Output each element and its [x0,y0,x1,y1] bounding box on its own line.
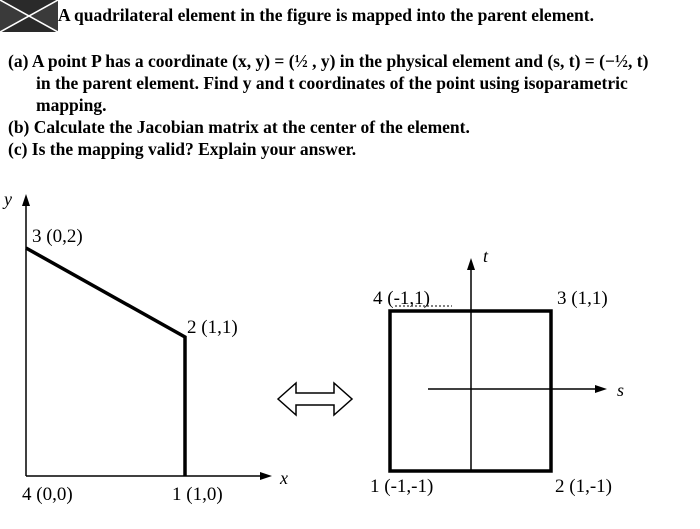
part-c: (c) Is the mapping valid? Explain your answer. [8,139,357,159]
physical-y-axis-label: y [4,189,12,209]
physical-y-axis-arrowhead [22,194,30,206]
parent-node-1-label: 1 (-1,-1) [370,476,434,497]
parent-node-4-label: 4 (-1,1) [373,288,430,309]
parent-s-axis-arrowhead [595,385,607,393]
problem-intro: A quadrilateral element in the figure is mapped into the parent element. [58,5,594,25]
parent-node-3-label: 3 (1,1) [557,288,608,309]
physical-node-3-label: 3 (0,2) [32,226,83,247]
part-a-line-1: (a) A point P has a coordinate (x, y) = (½ , y) in the physical element and (s, t) = (−½, t) [8,51,649,71]
physical-node-4-label: 4 (0,0) [22,484,73,505]
physical-quadrilateral [26,248,185,476]
parent-s-axis-label: s [617,380,625,400]
part-b: (b) Calculate the Jacobian matrix at the center of the element. [8,117,470,137]
parent-t-axis-label: t [483,246,489,266]
parent-t-axis-arrowhead [467,258,475,270]
physical-x-axis-arrowhead [260,472,272,480]
double-arrow-icon [278,383,352,415]
part-a-line-3: mapping. [36,95,107,115]
part-a-line-2: in the parent element. Find y and t coordinates of the point using isoparametric [36,73,628,93]
physical-node-1-label: 1 (1,0) [172,484,223,505]
physical-node-2-label: 2 (1,1) [187,317,238,338]
parent-node-2-label: 2 (1,-1) [555,476,612,497]
physical-x-axis-label: x [280,468,288,488]
